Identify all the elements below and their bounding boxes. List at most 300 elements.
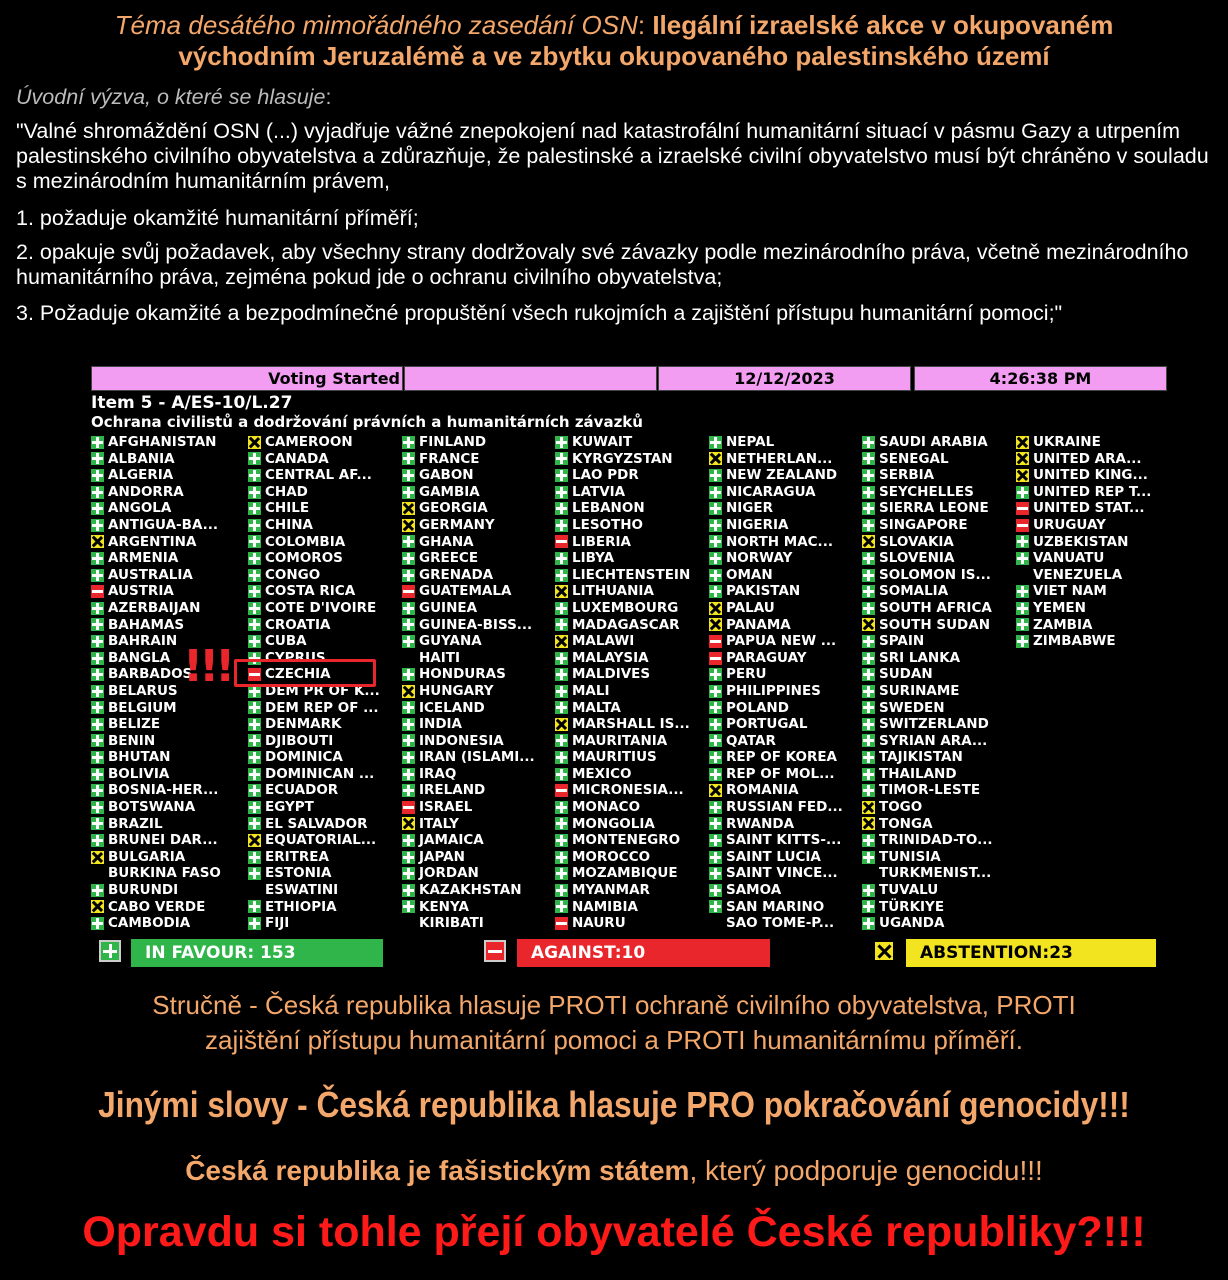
plus-icon bbox=[862, 900, 875, 913]
plus-icon bbox=[709, 718, 722, 731]
vote-row bbox=[1016, 451, 1171, 468]
vote-row bbox=[555, 484, 710, 501]
plus-icon bbox=[91, 784, 104, 797]
vote-row bbox=[91, 550, 246, 567]
plus-icon bbox=[248, 817, 261, 830]
plus-icon bbox=[248, 502, 261, 515]
plus-icon bbox=[1016, 602, 1029, 615]
vote-row bbox=[1016, 633, 1171, 650]
country-name: ROMANIA bbox=[726, 782, 799, 799]
vote-row bbox=[402, 484, 557, 501]
country-name: INDONESIA bbox=[419, 732, 504, 749]
vote-row bbox=[709, 683, 864, 700]
country-name: POLAND bbox=[726, 699, 789, 716]
vote-row bbox=[91, 600, 246, 617]
vote-row bbox=[709, 882, 864, 899]
plus-icon bbox=[1016, 552, 1029, 565]
blank-icon bbox=[862, 867, 875, 880]
status-bar: Voting Started bbox=[91, 366, 403, 391]
country-name: ECUADOR bbox=[265, 782, 339, 799]
country-name: CAMBODIA bbox=[108, 915, 191, 932]
country-name: GREECE bbox=[419, 550, 479, 567]
country-name: THAILAND bbox=[879, 765, 957, 782]
vote-row bbox=[862, 583, 1017, 600]
vote-row bbox=[402, 666, 557, 683]
country-name: LITHUANIA bbox=[572, 583, 654, 600]
plus-icon bbox=[555, 552, 568, 565]
vote-row bbox=[709, 700, 864, 717]
country-name: URUGUAY bbox=[1033, 516, 1106, 533]
minus-icon bbox=[91, 585, 104, 598]
czechia-highlight-box bbox=[234, 659, 376, 687]
country-name: DEM REP OF ... bbox=[265, 699, 379, 716]
plus-icon bbox=[555, 436, 568, 449]
vote-row bbox=[555, 534, 710, 551]
plus-icon bbox=[248, 618, 261, 631]
country-name: NICARAGUA bbox=[726, 483, 816, 500]
country-name: ESWATINI bbox=[265, 882, 339, 899]
vote-row bbox=[862, 617, 1017, 634]
vote-row bbox=[1016, 567, 1171, 584]
plus-icon bbox=[555, 668, 568, 681]
vote-column-3 bbox=[402, 434, 557, 932]
item-subtitle: Ochrana civilistů a dodržování právních a humanitárních závazků bbox=[91, 413, 643, 431]
country-name: SEYCHELLES bbox=[879, 483, 974, 500]
minus-icon bbox=[402, 585, 415, 598]
vote-row bbox=[402, 700, 557, 717]
country-name: SAN MARINO bbox=[726, 898, 825, 915]
country-name: BURKINA FASO bbox=[108, 865, 221, 882]
plus-icon bbox=[862, 834, 875, 847]
plus-icon bbox=[709, 486, 722, 499]
x-icon bbox=[402, 502, 415, 515]
blank-icon bbox=[402, 917, 415, 930]
plus-icon bbox=[1016, 486, 1029, 499]
vote-row bbox=[555, 849, 710, 866]
country-name: MOZAMBIQUE bbox=[572, 865, 678, 882]
country-name: KAZAKHSTAN bbox=[419, 882, 522, 899]
vote-row bbox=[402, 683, 557, 700]
vote-row bbox=[862, 782, 1017, 799]
country-name: MALTA bbox=[572, 699, 621, 716]
blank-icon bbox=[91, 867, 104, 880]
vote-row bbox=[248, 899, 403, 916]
country-name: NORWAY bbox=[726, 550, 793, 567]
vote-row bbox=[862, 849, 1017, 866]
country-name: SIERRA LEONE bbox=[879, 500, 989, 517]
plus-icon bbox=[402, 452, 415, 465]
country-name: REP OF MOL... bbox=[726, 765, 835, 782]
vote-row bbox=[862, 434, 1017, 451]
vote-row bbox=[709, 733, 864, 750]
country-name: COLOMBIA bbox=[265, 533, 346, 550]
vote-row bbox=[555, 517, 710, 534]
tally-favour: IN FAVOUR: 153 bbox=[131, 939, 383, 967]
country-name: GERMANY bbox=[419, 516, 495, 533]
plus-icon bbox=[402, 668, 415, 681]
plus-icon bbox=[709, 834, 722, 847]
plus-icon bbox=[862, 851, 875, 864]
country-name: CUBA bbox=[265, 633, 307, 650]
country-name: JAPAN bbox=[419, 848, 465, 865]
vote-row bbox=[862, 467, 1017, 484]
minus-icon bbox=[709, 635, 722, 648]
plus-icon bbox=[555, 884, 568, 897]
country-name: FRANCE bbox=[419, 450, 480, 467]
country-name: DOMINICAN ... bbox=[265, 765, 375, 782]
vote-row bbox=[91, 534, 246, 551]
vote-row bbox=[248, 434, 403, 451]
country-name: IRAN (ISLAMI... bbox=[419, 749, 535, 766]
vote-row bbox=[555, 882, 710, 899]
plus-icon bbox=[91, 635, 104, 648]
plus-icon bbox=[709, 734, 722, 747]
vote-row bbox=[862, 816, 1017, 833]
country-name: LUXEMBOURG bbox=[572, 599, 679, 616]
vote-row bbox=[555, 749, 710, 766]
country-name: PHILIPPINES bbox=[726, 682, 821, 699]
plus-icon bbox=[91, 834, 104, 847]
country-name: COTE D'IVOIRE bbox=[265, 599, 377, 616]
country-name: HUNGARY bbox=[419, 682, 494, 699]
x-icon bbox=[555, 718, 568, 731]
plus-icon bbox=[402, 751, 415, 764]
vote-row bbox=[248, 534, 403, 551]
country-name: INDIA bbox=[419, 716, 462, 733]
country-name: MADAGASCAR bbox=[572, 616, 680, 633]
plus-icon bbox=[91, 486, 104, 499]
vote-row bbox=[1016, 484, 1171, 501]
country-name: RWANDA bbox=[726, 815, 795, 832]
vote-row bbox=[862, 700, 1017, 717]
vote-row bbox=[91, 467, 246, 484]
blank-icon bbox=[1016, 569, 1029, 582]
country-name: MICRONESIA... bbox=[572, 782, 684, 799]
vote-row bbox=[402, 849, 557, 866]
vote-row bbox=[555, 467, 710, 484]
plus-icon bbox=[862, 436, 875, 449]
vote-row bbox=[862, 832, 1017, 849]
vote-row bbox=[91, 882, 246, 899]
x-icon bbox=[1016, 469, 1029, 482]
vote-row bbox=[402, 899, 557, 916]
country-name: UGANDA bbox=[879, 915, 945, 932]
vote-row bbox=[555, 865, 710, 882]
plus-icon bbox=[248, 734, 261, 747]
vote-row bbox=[709, 617, 864, 634]
country-name: CANADA bbox=[265, 450, 329, 467]
country-name: PAKISTAN bbox=[726, 583, 801, 600]
blank-icon bbox=[709, 917, 722, 930]
country-name: DENMARK bbox=[265, 716, 342, 733]
plus-icon bbox=[91, 734, 104, 747]
vote-row bbox=[402, 766, 557, 783]
vote-row bbox=[248, 550, 403, 567]
country-name: MARSHALL IS... bbox=[572, 716, 690, 733]
plus-icon bbox=[402, 635, 415, 648]
plus-icon bbox=[709, 701, 722, 714]
country-name: SWEDEN bbox=[879, 699, 945, 716]
country-name: SWITZERLAND bbox=[879, 716, 989, 733]
plus-icon bbox=[91, 569, 104, 582]
vote-row bbox=[402, 451, 557, 468]
plus-icon bbox=[555, 469, 568, 482]
plus-icon bbox=[91, 917, 104, 930]
plus-icon bbox=[709, 685, 722, 698]
plus-icon bbox=[555, 817, 568, 830]
vote-row bbox=[91, 484, 246, 501]
vote-row bbox=[862, 567, 1017, 584]
headline-question: Opravdu si tohle přejí obyvatelé České republiky?!!! bbox=[82, 1208, 1146, 1256]
vote-row bbox=[402, 799, 557, 816]
vote-row bbox=[862, 882, 1017, 899]
plus-icon bbox=[862, 685, 875, 698]
x-icon bbox=[862, 618, 875, 631]
vote-row bbox=[555, 617, 710, 634]
country-name: ANTIGUA-BA... bbox=[108, 516, 219, 533]
country-name: MAURITIUS bbox=[572, 749, 657, 766]
intro-point-3: 3. Požaduje okamžité a bezpodmínečné propuštění všech rukojmích a zajištění přístupu humanitární pomoci;" bbox=[16, 301, 1063, 325]
plus-icon bbox=[91, 751, 104, 764]
vote-row bbox=[1016, 534, 1171, 551]
country-name: AZERBAIJAN bbox=[108, 599, 201, 616]
vote-row bbox=[248, 749, 403, 766]
plus-icon bbox=[248, 552, 261, 565]
plus-icon bbox=[402, 469, 415, 482]
plus-icon bbox=[91, 817, 104, 830]
vote-row bbox=[248, 849, 403, 866]
vote-row bbox=[862, 865, 1017, 882]
country-name: SINGAPORE bbox=[879, 516, 968, 533]
plus-icon bbox=[402, 569, 415, 582]
plus-icon bbox=[248, 602, 261, 615]
vote-row bbox=[91, 799, 246, 816]
vote-column-7 bbox=[1016, 434, 1171, 650]
vote-row bbox=[1016, 517, 1171, 534]
vote-row bbox=[709, 782, 864, 799]
country-name: SYRIAN ARA... bbox=[879, 732, 988, 749]
country-name: LATVIA bbox=[572, 483, 626, 500]
vote-row bbox=[91, 617, 246, 634]
vote-row bbox=[709, 567, 864, 584]
plus-icon bbox=[709, 535, 722, 548]
plus-icon bbox=[91, 502, 104, 515]
country-name: MALAWI bbox=[572, 633, 635, 650]
plus-icon bbox=[555, 502, 568, 515]
headline-state: Česká republika je fašistickým státem, který podporuje genocidu!!! bbox=[185, 1155, 1043, 1186]
vote-row bbox=[709, 633, 864, 650]
vote-row bbox=[402, 816, 557, 833]
vote-row bbox=[709, 467, 864, 484]
country-name: CHAD bbox=[265, 483, 308, 500]
country-name: BULGARIA bbox=[108, 848, 186, 865]
country-name: BHUTAN bbox=[108, 749, 171, 766]
plus-icon bbox=[248, 718, 261, 731]
country-name: BRAZIL bbox=[108, 815, 163, 832]
exclamation-marks: !!! bbox=[183, 641, 232, 692]
vote-row bbox=[709, 550, 864, 567]
plus-icon bbox=[862, 486, 875, 499]
country-name: DOMINICA bbox=[265, 749, 343, 766]
plus-icon bbox=[248, 701, 261, 714]
plus-icon bbox=[555, 701, 568, 714]
minus-icon bbox=[1016, 519, 1029, 532]
country-name: ESTONIA bbox=[265, 865, 332, 882]
plus-icon bbox=[709, 569, 722, 582]
plus-icon bbox=[862, 917, 875, 930]
plus-icon bbox=[402, 618, 415, 631]
vote-row bbox=[248, 865, 403, 882]
headline-genocide: Jinými slovy - Česká republika hlasuje PRO pokračování genocidy!!! bbox=[98, 1084, 1130, 1125]
x-icon bbox=[709, 784, 722, 797]
plus-icon bbox=[1016, 585, 1029, 598]
country-name: ALGERIA bbox=[108, 467, 174, 484]
plus-icon bbox=[555, 486, 568, 499]
vote-row bbox=[862, 733, 1017, 750]
plus-icon bbox=[91, 685, 104, 698]
country-name: SOUTH SUDAN bbox=[879, 616, 991, 633]
plus-icon bbox=[248, 585, 261, 598]
vote-row bbox=[402, 782, 557, 799]
plus-icon bbox=[402, 701, 415, 714]
country-name: TONGA bbox=[879, 815, 933, 832]
vote-row bbox=[709, 484, 864, 501]
vote-row bbox=[862, 500, 1017, 517]
country-name: GUATEMALA bbox=[419, 583, 512, 600]
vote-row bbox=[709, 849, 864, 866]
vote-row bbox=[709, 451, 864, 468]
plus-icon bbox=[91, 452, 104, 465]
intro-paragraph: "Valné shromáždění OSN (...) vyjadřuje vážné znepokojení nad katastrofální humanitární situací v pásmu Gazy a utrpením palestinského civilního obyvatelstva a zdůrazňuje, že palestinské a izraelské civilní obyvatelstvo musí být chráněno v souladu s mezinárodním humanitárním právem, bbox=[16, 119, 1209, 193]
country-name: KENYA bbox=[419, 898, 469, 915]
country-name: UZBEKISTAN bbox=[1033, 533, 1129, 550]
country-name: PAPUA NEW ... bbox=[726, 633, 837, 650]
country-name: SAINT VINCE... bbox=[726, 865, 838, 882]
x-icon bbox=[402, 519, 415, 532]
vote-row bbox=[862, 633, 1017, 650]
country-name: BELIZE bbox=[108, 716, 161, 733]
country-name: CZECHIA bbox=[265, 666, 331, 683]
vote-row bbox=[248, 832, 403, 849]
plus-icon bbox=[248, 452, 261, 465]
x-icon bbox=[709, 452, 722, 465]
plus-icon bbox=[555, 685, 568, 698]
country-name: MOROCCO bbox=[572, 848, 651, 865]
vote-row bbox=[709, 865, 864, 882]
country-name: NIGERIA bbox=[726, 516, 789, 533]
title-topic-line2: východním Jeruzalémě a ve zbytku okupovaného palestinského území bbox=[178, 41, 1050, 71]
vote-row bbox=[555, 716, 710, 733]
plus-icon bbox=[709, 469, 722, 482]
vote-row bbox=[91, 451, 246, 468]
blank-icon bbox=[402, 652, 415, 665]
country-name: NAMIBIA bbox=[572, 898, 638, 915]
vote-row bbox=[91, 567, 246, 584]
plus-icon bbox=[91, 652, 104, 665]
country-name: LIECHTENSTEIN bbox=[572, 566, 691, 583]
country-name: LAO PDR bbox=[572, 467, 639, 484]
country-name: BARBADOS bbox=[108, 666, 193, 683]
country-name: LIBYA bbox=[572, 550, 615, 567]
vote-row bbox=[1016, 617, 1171, 634]
plus-icon bbox=[862, 734, 875, 747]
vote-row bbox=[862, 899, 1017, 916]
country-name: HAITI bbox=[419, 649, 461, 666]
country-name: AUSTRIA bbox=[108, 583, 174, 600]
country-name: MAURITANIA bbox=[572, 732, 668, 749]
vote-row bbox=[248, 915, 403, 932]
vote-column-4 bbox=[555, 434, 710, 932]
vote-row bbox=[248, 484, 403, 501]
vote-row bbox=[402, 600, 557, 617]
country-name: NIGER bbox=[726, 500, 774, 517]
vote-row bbox=[555, 550, 710, 567]
vote-row bbox=[248, 617, 403, 634]
vote-row bbox=[248, 716, 403, 733]
country-name: TÜRKIYE bbox=[879, 898, 945, 915]
item-number: Item 5 - A/ES-10/L.27 bbox=[91, 393, 293, 413]
vote-row bbox=[402, 832, 557, 849]
vote-row bbox=[248, 567, 403, 584]
page-title: Téma desátého mimořádného zasedání OSN: Ilegální izraelské akce v okupovaném východním Jeruzalémě a ve zbytku okupovaného palestinského území bbox=[114, 10, 1114, 71]
vote-row bbox=[555, 733, 710, 750]
country-name: KIRIBATI bbox=[419, 915, 484, 932]
country-name: VANUATU bbox=[1033, 550, 1105, 567]
country-name: DEM PR OF K... bbox=[265, 682, 380, 699]
plus-icon bbox=[248, 635, 261, 648]
country-name: GEORGIA bbox=[419, 500, 488, 517]
vote-row bbox=[555, 633, 710, 650]
vote-row bbox=[862, 534, 1017, 551]
vote-row bbox=[1016, 550, 1171, 567]
vote-row bbox=[709, 666, 864, 683]
plus-icon bbox=[91, 618, 104, 631]
plus-icon bbox=[91, 519, 104, 532]
country-name: GAMBIA bbox=[419, 483, 480, 500]
vote-row bbox=[91, 832, 246, 849]
minus-icon bbox=[402, 801, 415, 814]
vote-row bbox=[862, 600, 1017, 617]
plus-icon bbox=[91, 801, 104, 814]
country-name: GUYANA bbox=[419, 633, 482, 650]
country-name: TIMOR-LESTE bbox=[879, 782, 981, 799]
country-name: LEBANON bbox=[572, 500, 645, 517]
country-name: SURINAME bbox=[879, 682, 960, 699]
plus-icon bbox=[862, 569, 875, 582]
country-name: YEMEN bbox=[1033, 599, 1086, 616]
country-name: BOSNIA-HER... bbox=[108, 782, 219, 799]
vote-row bbox=[709, 899, 864, 916]
country-name: BURUNDI bbox=[108, 882, 179, 899]
x-icon bbox=[248, 834, 261, 847]
country-name: BOTSWANA bbox=[108, 799, 196, 816]
vote-row bbox=[862, 749, 1017, 766]
vote-row bbox=[402, 882, 557, 899]
country-name: UNITED STAT... bbox=[1033, 500, 1145, 517]
country-name: UNITED KING... bbox=[1033, 467, 1148, 484]
country-name: SOMALIA bbox=[879, 583, 949, 600]
vote-row bbox=[709, 749, 864, 766]
country-name: ARMENIA bbox=[108, 550, 179, 567]
country-name: MONGOLIA bbox=[572, 815, 655, 832]
vote-row bbox=[402, 550, 557, 567]
vote-row bbox=[709, 832, 864, 849]
vote-row bbox=[248, 500, 403, 517]
country-name: LIBERIA bbox=[572, 533, 632, 550]
minus-icon bbox=[709, 652, 722, 665]
vote-row bbox=[862, 517, 1017, 534]
plus-icon bbox=[709, 751, 722, 764]
